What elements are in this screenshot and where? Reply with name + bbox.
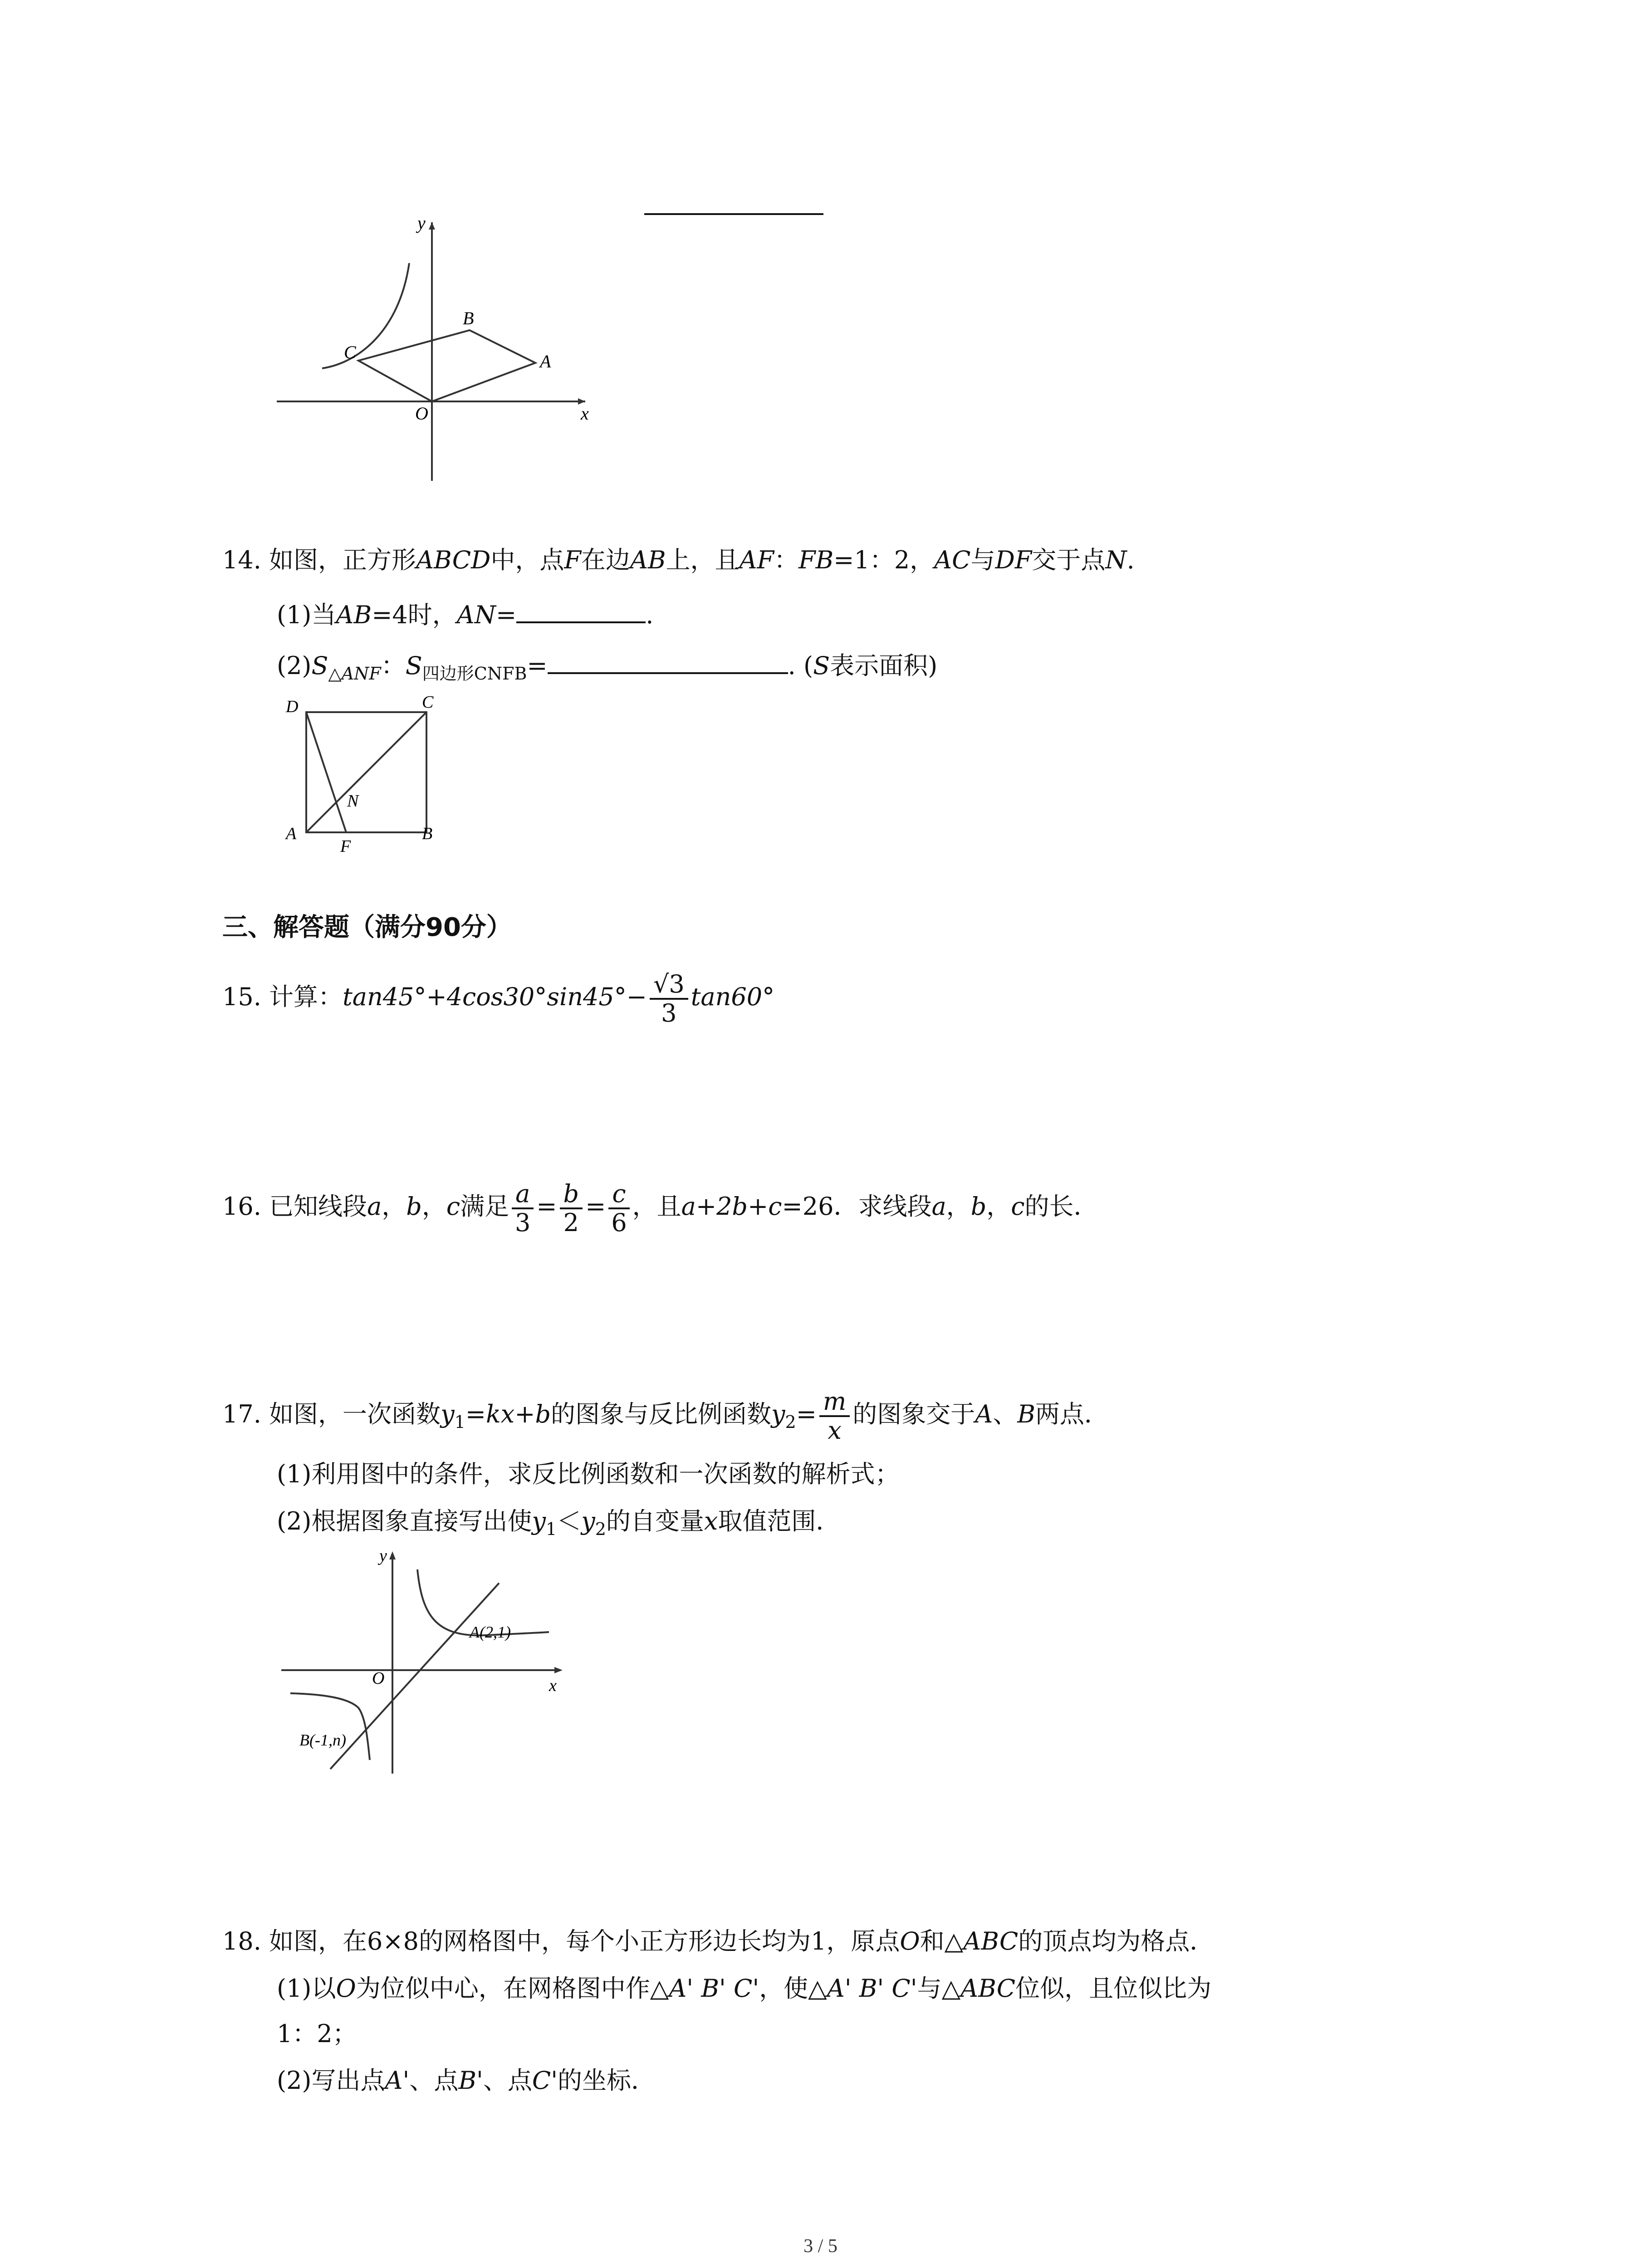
label-n: N (347, 792, 359, 811)
section-heading: 三、解答题（满分90分） (222, 913, 512, 942)
hyperbola-branch-left (290, 1693, 370, 1760)
q18-part2: (2)写出点A'、点B'、点C'的坐标． (277, 2066, 656, 2095)
label-b: B(-1,n) (299, 1731, 346, 1749)
q17-stem: 17. 如图，一次函数$y_1=kx+b$的图象与反比例函数$y_2=$ $\frac{m}{x}$ 的图象交于A、B两点． (222, 1387, 1109, 1445)
diagonal-ac (306, 712, 426, 832)
answer-blank-q14-2 (548, 649, 788, 674)
q17-part2: (2)根据图象直接写出使$y_1<y_2$的自变量x取值范围． (277, 1507, 841, 1539)
label-c: C (344, 342, 356, 362)
label-y: y (379, 1547, 387, 1565)
q18-part1-cont: 1：2； (277, 2019, 357, 2048)
label-a: A (286, 824, 297, 843)
answer-blank-q14-1 (516, 598, 646, 623)
q15: 15. 计算：tan45°+4cos30°sin45°− $\frac{√3}{3}$ tan60° (222, 970, 775, 1027)
fraction-a-3: $\frac{a}{3}$ (512, 1180, 534, 1237)
answer-blank-q13 (644, 213, 823, 215)
q17-part1: (1)利用图中的条件，求反比例函数和一次函数的解析式； (277, 1460, 900, 1488)
q16: 16. 已知线段a，b，c满足 $\frac{a}{3}$ = $\frac{b}{2}$ = $\frac{c}{6}$ ，且a+2b+c=26．求线段a，b，c的长． (222, 1179, 1098, 1237)
q18-stem: 18. 如图，在6×8的网格图中，每个小正方形边长均为1，原点O和△ABC的顶点均为格点． (222, 1927, 1215, 1955)
q14-part1: (1)当AB=4时，AN= . (277, 598, 653, 630)
label-x: x (581, 403, 589, 424)
fraction-b-2: $\frac{b}{2}$ (560, 1180, 583, 1237)
fraction-m-x: $\frac{m}{x}$ (819, 1388, 850, 1444)
q18-part1: (1)以O为位似中心，在网格图中作△A' B' C'，使△A' B' C'与△ABC位似，且位似比为 (277, 1974, 1212, 2003)
page-number: 3 / 5 (803, 2236, 838, 2257)
label-o: O (372, 1669, 385, 1688)
parallelogram-oabc (358, 330, 535, 401)
fraction-sqrt3-over-3: $\frac{√3}{3}$ (650, 971, 688, 1027)
q14-part2: $(2)S_{\triangle ANF}$：$S_{四边形CNFB}=$ . (S表示面积) (277, 649, 937, 688)
figure-q17 (277, 1547, 576, 1783)
figure-q13 (268, 213, 599, 485)
fraction-c-6: $\frac{c}{6}$ (608, 1180, 629, 1237)
label-c: C (422, 694, 434, 712)
label-b: B (422, 824, 433, 843)
hyperbola-curve (322, 263, 409, 368)
label-b: B (463, 308, 474, 328)
label-x: x (549, 1676, 557, 1695)
line-y1 (330, 1583, 499, 1769)
segment-df (306, 712, 346, 832)
figure-q14 (277, 694, 458, 857)
q14-stem: 14. 如图，正方形ABCD中，点F在边AB上，且AF：FB=1：2，AC与DF交于点N. (222, 546, 1135, 574)
label-a: A (540, 351, 551, 371)
label-y: y (417, 213, 426, 233)
label-d: D (286, 697, 299, 716)
label-a: A(2,1) (470, 1623, 511, 1641)
label-f: F (340, 837, 351, 856)
label-o: O (415, 403, 428, 424)
